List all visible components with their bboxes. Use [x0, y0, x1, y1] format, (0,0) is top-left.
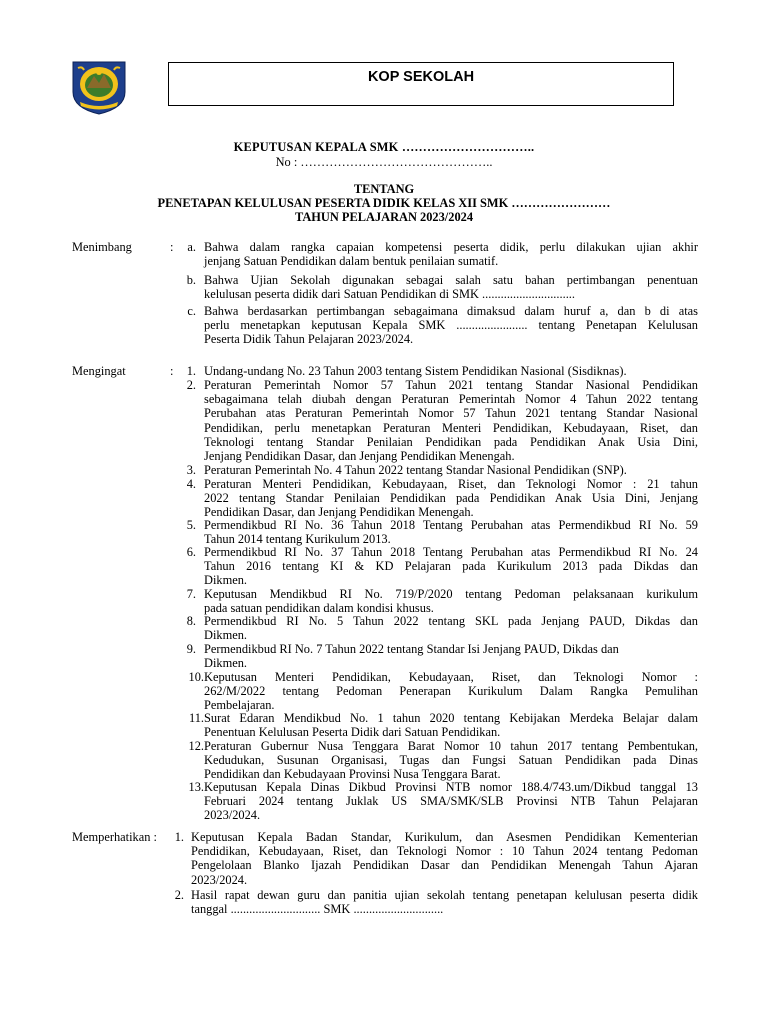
mengingat-marker: 8. [186, 614, 196, 628]
menimbang-label: Menimbang [72, 240, 132, 254]
memperhatikan-marker: 1. [174, 830, 184, 844]
kop-sekolah-box [168, 62, 674, 106]
list-item: Permendikbud RI No. 7 Tahun 2022 tentang Standar Isi Jenjang PAUD, Dikdas dan Dikmen. [204, 642, 619, 671]
list-item: Bahwa berdasarkan pertimbangan sebagaimana dimaksud dalam huruf a, dan b di atas perlu menetapkan keputusan Kepala SMK ....................... tentang Penetapan Kelulusan Peserta Didik Tahun Pelajaran 2023/2024. [204, 304, 698, 347]
kop-title: KOP SEKOLAH [367, 69, 475, 85]
list-item: Peraturan Gubernur Nusa Tenggara Barat Nomor 10 tahun 2017 tentang Pembentukan, Kedudukan, Susunan Organisasi, Tugas dan Fungsi Satuan Pendidikan pada Dinas Pendidikan dan Kebudayaan Provinsi Nusa Tenggara Barat. [204, 739, 698, 782]
tentang-heading: TENTANG [353, 182, 415, 196]
decision-number: No : ……………………………………….. [275, 155, 493, 169]
mengingat-marker: 12. [188, 739, 204, 753]
mengingat-marker: 4. [186, 477, 196, 491]
provincial-crest-icon [70, 58, 128, 116]
mengingat-marker: 13. [188, 780, 204, 794]
list-item: Permendikbud RI No. 5 Tahun 2022 tentang SKL pada Jenjang PAUD, Dikdas dan Dikmen. [204, 614, 698, 643]
list-item: Keputusan Kepala Dinas Dikbud Provinsi NTB nomor 188.4/743.um/Dikbud tanggal 13 Februari 2024 tentang Juklak US SMA/SMK/SLB Provinsi NTB Tahun Pelajaran 2023/2024. [204, 780, 698, 823]
memperhatikan-marker: 2. [174, 888, 184, 902]
year-line: TAHUN PELAJARAN 2023/2024 [294, 210, 474, 224]
decision-subject [0, 182, 768, 224]
list-item: Peraturan Menteri Pendidikan, Kebudayaan, Riset, dan Teknologi Nomor : 21 tahun 2022 tentang Standar Penilaian Pendidikan pada Pendidikan Anak Usia Dini, Jenjang Pendidikan Dasar, dan Jenjang Pendidikan Menengah. [204, 477, 698, 520]
list-item: Peraturan Pemerintah Nomor 57 Tahun 2021 tentang Standar Nasional Pendidikan sebagaimana telah diubah dengan Peraturan Pemerintah Nomor 4 Tahun 2022 tentang Perubahan atas Peraturan Pemerintah Nomor 57 Tahun 2021 tentang Standar Nasional Pendidikan, perlu menetapkan Peraturan Menteri Pendidikan, Kebudayaan, Riset, dan Teknologi tentang Standar Penilaian Pendidikan pada Pendidikan Anak Usia Dini, Jenjang Pendidikan Dasar, dan Jenjang Pendidikan Menengah. [204, 378, 698, 463]
list-item: Bahwa dalam rangka capaian kompetensi peserta didik, perlu dilakukan ujian akhir jenjang Satuan Pendidikan dalam bentuk penilaian sumatif. [204, 240, 698, 269]
mengingat-marker: 11. [188, 711, 204, 725]
list-item: Peraturan Pemerintah No. 4 Tahun 2022 tentang Standar Nasional Pendidikan (SNP). [204, 463, 627, 477]
list-item: Keputusan Menteri Pendidikan, Kebudayaan, Riset, dan Teknologi Nomor : 262/M/2022 tentang Pedoman Penerapan Kurikulum Dalam Rangka Pemulihan Pembelajaran. [204, 670, 698, 713]
mengingat-colon: : [170, 364, 174, 378]
list-item: Keputusan Kepala Badan Standar, Kurikulum, dan Asesmen Pendidikan Kementerian Pendidikan, Kebudayaan, Riset, dan Teknologi Nomor : 10 Tahun 2024 tentang Pedoman Pengelolaan Blanko Ijazah Pendidikan Dasar dan Pendidikan Menengah Tahun Ajaran 2023/2024. [191, 830, 698, 887]
mengingat-marker: 3. [186, 463, 196, 477]
list-item: Undang-undang No. 23 Tahun 2003 tentang Sistem Pendidikan Nasional (Sisdiknas). [204, 364, 627, 378]
mengingat-marker: 9. [186, 642, 196, 656]
menimbang-colon: : [170, 240, 174, 254]
menimbang-marker: b. [186, 273, 196, 287]
subject-line: PENETAPAN KELULUSAN PESERTA DIDIK KELAS XII SMK …………………… [157, 196, 611, 210]
list-item: Surat Edaran Mendikbud No. 1 tahun 2020 tentang Kebijakan Merdeka Belajar dalam Penentuan Kelulusan Peserta Didik dari Satuan Pendidikan. [204, 711, 698, 740]
menimbang-marker: c. [187, 304, 196, 318]
memperhatikan-label: Memperhatikan : [72, 830, 157, 844]
mengingat-marker: 7. [186, 587, 196, 601]
list-item: Bahwa Ujian Sekolah digunakan sebagai salah satu bahan pertimbangan penentuan kelulusan peserta didik dari Satuan Pendidikan di SMK .............................. [204, 273, 698, 302]
list-item: Permendikbud RI No. 37 Tahun 2018 Tentang Perubahan atas Permendikbud RI No. 24 Tahun 2016 tentang KI & KD Pelajaran pada Kurikulum 2013 pada Dikdas dan Dikmen. [204, 545, 698, 588]
mengingat-label: Mengingat [72, 364, 126, 378]
mengingat-marker: 1. [186, 364, 196, 378]
menimbang-marker: a. [187, 240, 196, 254]
mengingat-marker: 5. [186, 518, 196, 532]
list-item: Hasil rapat dewan guru dan panitia ujian sekolah tentang penetapan kelulusan peserta didik tanggal ............................. SMK ............................. [191, 888, 698, 917]
mengingat-marker: 6. [186, 545, 196, 559]
decision-title: KEPUTUSAN KEPALA SMK ………………………….. [233, 140, 535, 154]
mengingat-marker: 2. [186, 378, 196, 392]
mengingat-marker: 10. [188, 670, 204, 684]
list-item: Keputusan Mendikbud RI No. 719/P/2020 tentang Pedoman pelaksanaan kurikulum pada satuan pendidikan dalam kondisi khusus. [204, 587, 698, 616]
list-item: Permendikbud RI No. 36 Tahun 2018 Tentang Perubahan atas Permendikbud RI No. 59 Tahun 2014 tentang Kurikulum 2013. [204, 518, 698, 547]
